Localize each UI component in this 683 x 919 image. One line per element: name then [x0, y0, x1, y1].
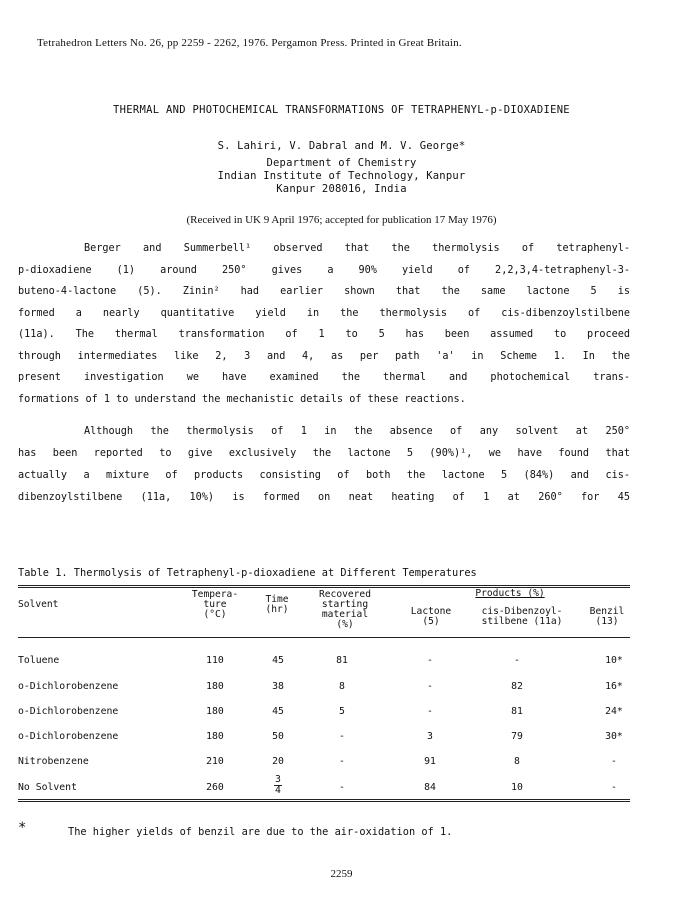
p2-line: actually a mixture of products consisting of both the lactone 5 (84%) and cis- — [18, 470, 630, 481]
header-time: Time (hr) — [265, 594, 289, 615]
cell-recovered: 5 — [339, 706, 345, 717]
cell-temperature: 180 — [206, 681, 224, 692]
cell-time: 38 — [272, 681, 284, 692]
header-dibenzoyl: cis-Dibenzoyl- stilbene (11a) — [481, 606, 563, 627]
table-caption: Table 1. Thermolysis of Tetraphenyl-p-dioxadiene at Different Temperatures — [18, 567, 477, 579]
table-top-rule — [18, 585, 630, 586]
cell-benzil: 30* — [605, 731, 623, 742]
cell-solvent: Toluene — [18, 655, 60, 666]
cell-dibenzoyl: 10 — [511, 782, 523, 793]
p2-line: Although the thermolysis of 1 in the absence of any solvent at 250° — [84, 426, 630, 437]
cell-dibenzoyl: 8 — [514, 756, 520, 767]
cell-time: 45 — [272, 706, 284, 717]
p1-line: formed a nearly quantitative yield in the thermolysis of cis-dibenzoylstilbene — [18, 308, 630, 319]
footnote: The higher yields of benzil are due to the air-oxidation of 1. — [68, 826, 453, 838]
cell-time: 45 — [272, 655, 284, 666]
received-date: (Received in UK 9 April 1976; accepted for publication 17 May 1976) — [186, 214, 497, 226]
p2-line: dibenzoylstilbene (11a, 10%) is formed on neat heating of 1 at 260° for 45 — [18, 492, 630, 503]
cell-temperature: 180 — [206, 706, 224, 717]
cell-solvent: o-Dichlorobenzene — [18, 681, 119, 692]
header-recovered: Recovered starting material (%) — [319, 589, 371, 630]
cell-recovered: 8 — [339, 681, 345, 692]
cell-solvent: No Solvent — [18, 782, 77, 793]
p1-line: buteno-4-lactone (5). Zinin² had earlier shown that the same lactone 5 is — [18, 286, 630, 297]
cell-benzil: - — [611, 756, 617, 767]
cell-lactone: - — [427, 655, 433, 666]
cell-solvent: o-Dichlorobenzene — [18, 731, 119, 742]
affiliation-line-1: Department of Chemistry — [266, 157, 417, 169]
p1-line: formations of 1 to understand the mechanistic details of these reactions. — [18, 394, 466, 405]
p1-line: through intermediates like 2, 3 and 4, as per path 'a' in Scheme 1. In the — [18, 351, 630, 362]
cell-lactone: - — [427, 681, 433, 692]
cell-temperature: 110 — [206, 655, 224, 666]
cell-dibenzoyl: 82 — [511, 681, 523, 692]
cell-time: 3 4 — [275, 774, 281, 796]
p1-line: present investigation we have examined the thermal and photochemical trans- — [18, 372, 630, 383]
article-title: THERMAL AND PHOTOCHEMICAL TRANSFORMATIONS OF TETRAPHENYL-p-DIOXADIENE — [113, 104, 570, 116]
cell-temperature: 180 — [206, 731, 224, 742]
cell-dibenzoyl: 79 — [511, 731, 523, 742]
p1-line: Berger and Summerbell¹ observed that the thermolysis of tetraphenyl- — [84, 243, 630, 254]
table-header-rule — [18, 637, 630, 638]
header-benzil: Benzil (13) — [589, 606, 625, 627]
cell-recovered: 81 — [336, 655, 348, 666]
p1-line: (11a). The thermal transformation of 1 to 5 has been assumed to proceed — [18, 329, 630, 340]
cell-benzil: 16* — [605, 681, 623, 692]
page-number: 2259 — [330, 868, 353, 880]
header-products: Products (%) — [475, 588, 545, 599]
header-solvent: Solvent — [18, 599, 59, 610]
cell-benzil: - — [611, 782, 617, 793]
affiliation-line-3: Kanpur 208016, India — [276, 183, 407, 195]
affiliation-line-2: Indian Institute of Technology, Kanpur — [217, 170, 466, 182]
cell-lactone: 3 — [427, 731, 433, 742]
cell-temperature: 210 — [206, 756, 224, 767]
cell-solvent: Nitrobenzene — [18, 756, 89, 767]
cell-benzil: 24* — [605, 706, 623, 717]
cell-time: 20 — [272, 756, 284, 767]
footnote-marker: * — [18, 820, 27, 836]
cell-recovered: - — [339, 782, 345, 793]
cell-recovered: - — [339, 731, 345, 742]
cell-dibenzoyl: 81 — [511, 706, 523, 717]
cell-temperature: 260 — [206, 782, 224, 793]
cell-solvent: o-Dichlorobenzene — [18, 706, 119, 717]
p1-line: p-dioxadiene (1) around 250° gives a 90% yield of 2,2,3,4-tetraphenyl-3- — [18, 265, 630, 276]
journal-header: Tetrahedron Letters No. 26, pp 2259 - 2262, 1976. Pergamon Press. Printed in Great Britain. — [37, 37, 462, 49]
authors: S. Lahiri, V. Dabral and M. V. George* — [217, 140, 466, 152]
cell-benzil: 10* — [605, 655, 623, 666]
cell-lactone: 91 — [424, 756, 436, 767]
cell-dibenzoyl: - — [514, 655, 520, 666]
header-temperature: Tempera- ture (°C) — [191, 589, 239, 620]
table-bottom-rule — [18, 799, 630, 800]
table-bottom-rule-2 — [18, 801, 630, 802]
cell-lactone: - — [427, 706, 433, 717]
cell-lactone: 84 — [424, 782, 436, 793]
cell-time: 50 — [272, 731, 284, 742]
cell-recovered: - — [339, 756, 345, 767]
p2-line: has been reported to give exclusively the lactone 5 (90%)¹, we have found that — [18, 448, 630, 459]
header-lactone: Lactone (5) — [410, 606, 452, 627]
